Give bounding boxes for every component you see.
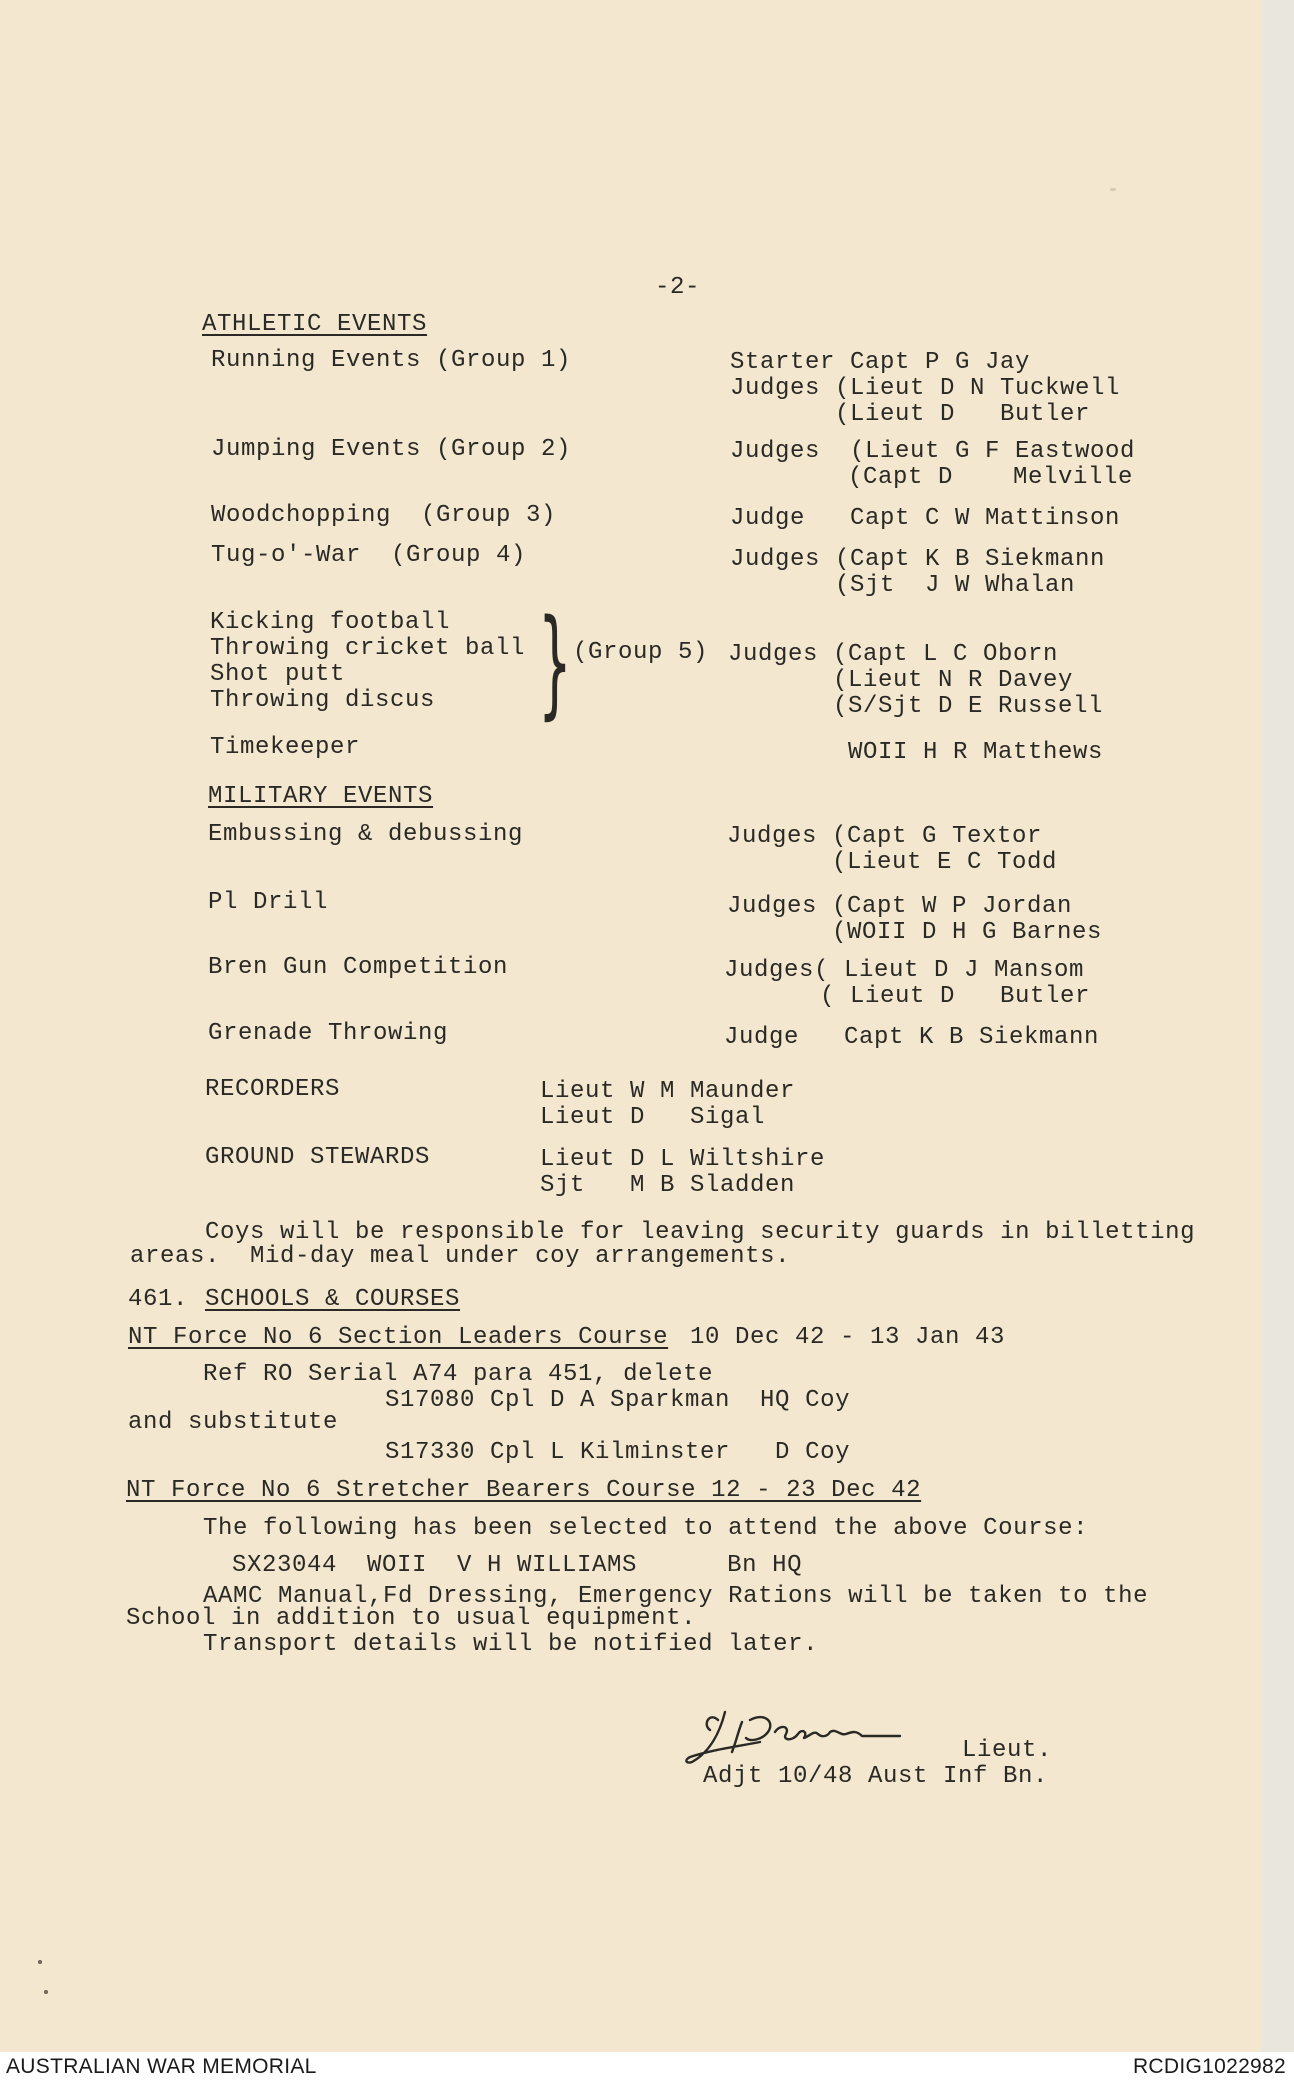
running-events: Running Events (Group 1) — [211, 347, 572, 374]
course1-dates: 10 Dec 42 - 13 Jan 43 — [690, 1324, 1006, 1351]
embussing-judge-2: (Lieut E C Todd — [832, 849, 1058, 876]
tug-judge-1: Judges (Capt K B Siekmann — [730, 546, 1106, 573]
timekeeper-name: WOII H R Matthews — [848, 739, 1104, 766]
athletic-events-heading: ATHLETIC EVENTS — [202, 311, 428, 338]
course2-line-3: AAMC Manual,Fd Dressing, Emergency Rations will be taken to the — [203, 1583, 1149, 1610]
scan-margin — [1262, 0, 1294, 2052]
course2-line-1: The following has been selected to attend the above Course: — [203, 1515, 1089, 1542]
group5-judge-2: (Lieut N R Davey — [833, 667, 1074, 694]
coys-note-line-1: Coys will be responsible for leaving security guards in billetting — [205, 1219, 1196, 1246]
group5-label: (Group 5) — [573, 639, 709, 666]
jumping-judge-1: Judges (Lieut G F Eastwood — [730, 438, 1136, 465]
jumping-judge-2: (Capt D Melville — [848, 464, 1134, 491]
handwritten-signature — [680, 1702, 950, 1772]
woodchopping: Woodchopping (Group 3) — [211, 502, 557, 529]
footer-record-id: RCDIG1022982 — [1132, 2055, 1286, 2078]
bren-gun-event: Bren Gun Competition — [208, 954, 509, 981]
section-number: 461. — [128, 1286, 189, 1313]
pl-drill-judge-2: (WOII D H G Barnes — [832, 919, 1103, 946]
group5-judge-1: Judges (Capt L C Oborn — [728, 641, 1059, 668]
tug-judge-2: (Sjt J W Whalan — [835, 572, 1076, 599]
bren-gun-judge-1: Judges( Lieut D J Mansom — [724, 957, 1085, 984]
jumping-events: Jumping Events (Group 2) — [211, 436, 572, 463]
scan-speck — [1110, 188, 1116, 191]
ground-stewards-label: GROUND STEWARDS — [205, 1144, 431, 1171]
coys-note-line-2: areas. Mid-day meal under coy arrangements. — [130, 1243, 791, 1270]
pl-drill-event: Pl Drill — [208, 889, 329, 916]
bren-gun-judge-2: ( Lieut D Butler — [820, 983, 1091, 1010]
group5-brace: } — [538, 593, 572, 731]
embussing-judge-1: Judges (Capt G Textor — [727, 823, 1043, 850]
recorder-2: Lieut D Sigal — [540, 1104, 766, 1131]
running-judge-1: Judges (Lieut D N Tuckwell — [730, 375, 1121, 402]
course1-line-1: Ref RO Serial A74 para 451, delete — [203, 1361, 714, 1388]
course1-title: NT Force No 6 Section Leaders Course — [128, 1324, 669, 1351]
footer-institution: AUSTRALIAN WAR MEMORIAL — [6, 2055, 317, 2078]
signatory-appointment: Adjt 10/48 Aust Inf Bn. — [703, 1763, 1049, 1790]
page-number: -2- — [655, 274, 701, 301]
course1-line-2: S17080 Cpl D A Sparkman HQ Coy — [385, 1387, 851, 1414]
running-starter: Starter Capt P G Jay — [730, 349, 1031, 376]
course2-line-5: Transport details will be notified later. — [203, 1631, 819, 1658]
steward-2: Sjt M B Sladden — [540, 1172, 796, 1199]
steward-1: Lieut D L Wiltshire — [540, 1146, 826, 1173]
running-judge-2: (Lieut D Butler — [835, 401, 1091, 428]
group5-event-3: Shot putt — [210, 661, 346, 688]
embussing-event: Embussing & debussing — [208, 821, 524, 848]
course1-line-3: and substitute — [128, 1409, 339, 1436]
scan-speck — [38, 1960, 42, 1964]
scan-speck — [44, 1990, 48, 1994]
group5-judge-3: (S/Sjt D E Russell — [833, 693, 1104, 720]
timekeeper-label: Timekeeper — [210, 734, 361, 761]
recorder-1: Lieut W M Maunder — [540, 1078, 796, 1105]
grenade-judge: Judge Capt K B Siekmann — [724, 1024, 1100, 1051]
signatory-rank: Lieut. — [962, 1737, 1053, 1764]
pl-drill-judge-1: Judges (Capt W P Jordan — [727, 893, 1073, 920]
grenade-event: Grenade Throwing — [208, 1020, 449, 1047]
woodchopping-judge: Judge Capt C W Mattinson — [730, 505, 1121, 532]
course2-line-4: School in addition to usual equipment. — [126, 1605, 697, 1632]
recorders-label: RECORDERS — [205, 1076, 341, 1103]
course2-title: NT Force No 6 Stretcher Bearers Course 12 - 23 Dec 42 — [126, 1477, 922, 1504]
schools-courses-heading: SCHOOLS & COURSES — [205, 1286, 461, 1313]
group5-event-2: Throwing cricket ball — [210, 635, 526, 662]
group5-event-1: Kicking football — [210, 609, 451, 636]
military-events-heading: MILITARY EVENTS — [208, 783, 434, 810]
course2-line-2: SX23044 WOII V H WILLIAMS Bn HQ — [232, 1552, 803, 1579]
tug-o-war: Tug-o'-War (Group 4) — [211, 542, 527, 569]
group5-event-4: Throwing discus — [210, 687, 436, 714]
course1-line-4: S17330 Cpl L Kilminster D Coy — [385, 1439, 851, 1466]
